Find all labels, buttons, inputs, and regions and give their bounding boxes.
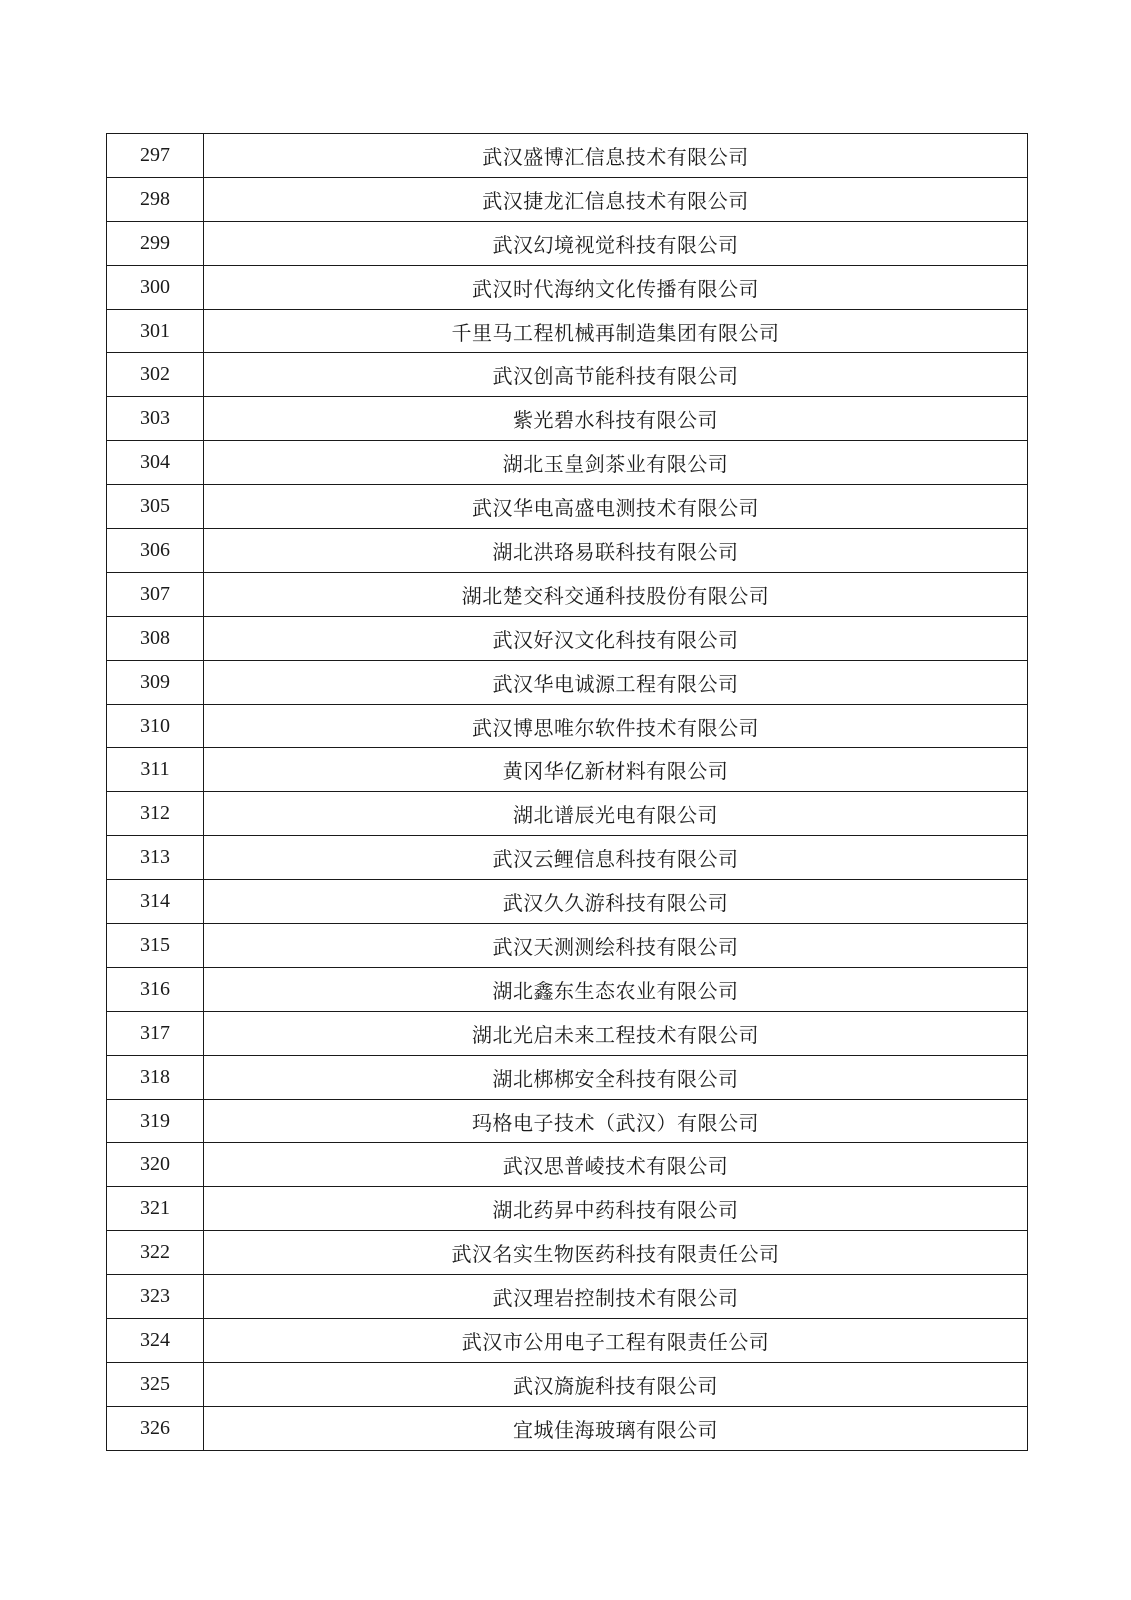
company-name-cell: 武汉好汉文化科技有限公司 [204,616,1028,660]
company-name-cell: 紫光碧水科技有限公司 [204,397,1028,441]
company-name-cell: 湖北楚交科交通科技股份有限公司 [204,572,1028,616]
company-name-cell: 武汉名实生物医药科技有限责任公司 [204,1231,1028,1275]
table-row [107,177,1028,221]
table-row [107,880,1028,924]
company-name-cell: 武汉华电高盛电测技术有限公司 [204,485,1028,529]
row-number-cell: 314 [107,880,204,924]
row-number-cell: 319 [107,1099,204,1143]
company-list-body [107,134,1028,1451]
row-number-cell: 299 [107,221,204,265]
company-name-cell: 湖北光启未来工程技术有限公司 [204,1011,1028,1055]
row-number-cell: 298 [107,177,204,221]
row-number-cell: 305 [107,485,204,529]
table-row [107,1187,1028,1231]
row-number-cell: 300 [107,265,204,309]
table-row [107,529,1028,573]
row-number-cell: 301 [107,309,204,353]
company-name-cell: 武汉云鲤信息科技有限公司 [204,836,1028,880]
table-row [107,353,1028,397]
row-number-cell: 302 [107,353,204,397]
company-name-cell: 湖北药昇中药科技有限公司 [204,1187,1028,1231]
table-row [107,441,1028,485]
table-row [107,221,1028,265]
table-row [107,1319,1028,1363]
row-number-cell: 308 [107,616,204,660]
company-name-cell: 玛格电子技术（武汉）有限公司 [204,1099,1028,1143]
company-name-cell: 千里马工程机械再制造集团有限公司 [204,309,1028,353]
row-number-cell: 312 [107,792,204,836]
company-name-cell: 湖北梆梆安全科技有限公司 [204,1055,1028,1099]
company-name-cell: 武汉旖旎科技有限公司 [204,1362,1028,1406]
row-number-cell: 303 [107,397,204,441]
company-list-table [106,133,1028,1451]
row-number-cell: 325 [107,1362,204,1406]
row-number-cell: 324 [107,1319,204,1363]
row-number-cell: 317 [107,1011,204,1055]
table-row [107,1055,1028,1099]
table-row [107,397,1028,441]
company-name-cell: 武汉华电诚源工程有限公司 [204,660,1028,704]
table-row [107,1099,1028,1143]
row-number-cell: 326 [107,1406,204,1450]
table-row [107,836,1028,880]
table-row [107,704,1028,748]
table-row [107,1406,1028,1450]
row-number-cell: 309 [107,660,204,704]
table-row [107,572,1028,616]
company-name-cell: 湖北谱辰光电有限公司 [204,792,1028,836]
row-number-cell: 307 [107,572,204,616]
table-row [107,1362,1028,1406]
table-row [107,309,1028,353]
company-name-cell: 湖北鑫东生态农业有限公司 [204,967,1028,1011]
company-name-cell: 武汉创高节能科技有限公司 [204,353,1028,397]
table-row [107,967,1028,1011]
row-number-cell: 304 [107,441,204,485]
company-name-cell: 武汉博思唯尔软件技术有限公司 [204,704,1028,748]
table-row [107,1143,1028,1187]
company-name-cell: 武汉天测测绘科技有限公司 [204,924,1028,968]
company-name-cell: 武汉时代海纳文化传播有限公司 [204,265,1028,309]
row-number-cell: 297 [107,134,204,178]
row-number-cell: 318 [107,1055,204,1099]
table-row [107,792,1028,836]
table-row [107,616,1028,660]
table-row [107,748,1028,792]
row-number-cell: 306 [107,529,204,573]
company-name-cell: 武汉理岩控制技术有限公司 [204,1275,1028,1319]
company-name-cell: 湖北玉皇剑茶业有限公司 [204,441,1028,485]
row-number-cell: 311 [107,748,204,792]
row-number-cell: 316 [107,967,204,1011]
company-name-cell: 武汉思普崚技术有限公司 [204,1143,1028,1187]
company-name-cell: 武汉捷龙汇信息技术有限公司 [204,177,1028,221]
row-number-cell: 315 [107,924,204,968]
company-name-cell: 黄冈华亿新材料有限公司 [204,748,1028,792]
company-name-cell: 武汉盛博汇信息技术有限公司 [204,134,1028,178]
company-name-cell: 武汉幻境视觉科技有限公司 [204,221,1028,265]
company-name-cell: 湖北洪珞易联科技有限公司 [204,529,1028,573]
table-row [107,660,1028,704]
row-number-cell: 320 [107,1143,204,1187]
table-row [107,1231,1028,1275]
table-row [107,265,1028,309]
row-number-cell: 323 [107,1275,204,1319]
table-row [107,134,1028,178]
row-number-cell: 322 [107,1231,204,1275]
table-row [107,924,1028,968]
company-name-cell: 宜城佳海玻璃有限公司 [204,1406,1028,1450]
company-name-cell: 武汉久久游科技有限公司 [204,880,1028,924]
row-number-cell: 310 [107,704,204,748]
row-number-cell: 321 [107,1187,204,1231]
table-row [107,1011,1028,1055]
table-row [107,485,1028,529]
company-name-cell: 武汉市公用电子工程有限责任公司 [204,1319,1028,1363]
table-row [107,1275,1028,1319]
row-number-cell: 313 [107,836,204,880]
